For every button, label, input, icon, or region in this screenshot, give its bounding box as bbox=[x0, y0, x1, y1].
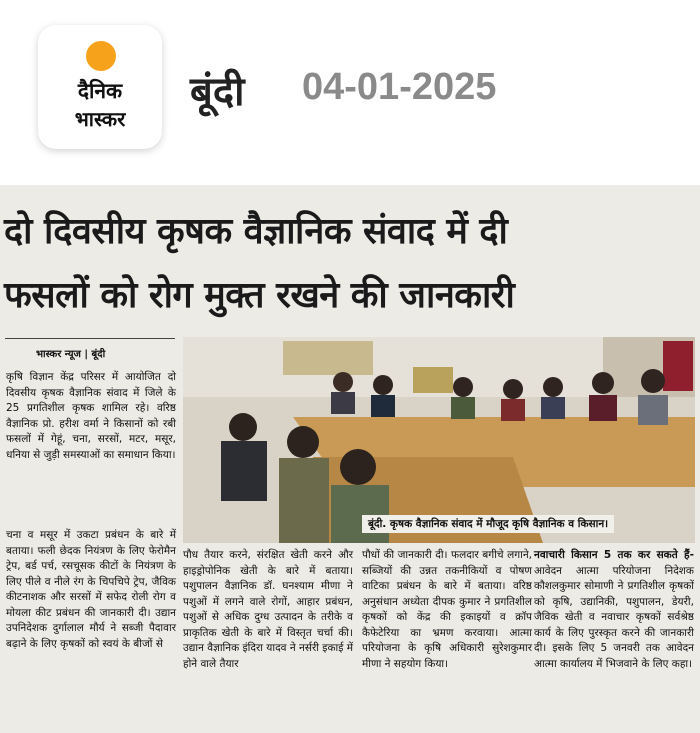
page-header bbox=[0, 0, 700, 185]
edition-date: 04-01-2025 bbox=[302, 66, 497, 108]
subheading-innovative-farmers: नवाचारी किसान 5 तक कर सकते हैं- bbox=[534, 549, 694, 561]
article-photo bbox=[183, 337, 695, 543]
column-4-text: आवेदन आत्मा परियोजना निदेशक कौशलकुमार सोमाणी ने प्रगतिशील कृषकों को कृषि, उद्यानिकी, पशुपालन, डेयरी, जैविक खेती व नवाचार कृषकों सर्वश्रेष्ठ कार्य के लिए पुरस्कृत करने की जानकारी दी। इसके लिए 5 जनवरी तक आवेदन आत्मा कार्यालय में भिजवाने के लिए कहा। bbox=[534, 564, 694, 670]
photo-caption: बूंदी. कृषक वैज्ञानिक संवाद में मौजूद कृषि वैज्ञानिक व किसान। bbox=[362, 515, 614, 533]
logo-text-line2: भास्कर bbox=[74, 107, 126, 131]
article-headline bbox=[4, 200, 694, 328]
edition-city: बूंदी bbox=[190, 69, 245, 115]
article-column-4 bbox=[534, 548, 694, 672]
byline: भास्कर न्यूज | बूंदी bbox=[36, 349, 106, 360]
article-column-1-bottom: चना व मसूर में उकटा प्रबंधन के बारे में बताया। फली छेदक नियंत्रण के लिए फेरोमैन ट्रेप, बर्ड पर्च, रसचूसक कीटों के नियंत्रण के लिए पीले व नीले रंग के चिपचिपे ट्रेप, जैविक कीटनाशक और सरसों में सफेद रोली रोग व मोयला कीट प्रबंधन की जानकारी दी। उद्यान उपनिदेशक दुर्गालाल मौर्य ने सब्जी पैदावार बढ़ाने के लिए कृषकों को स्वयं के बीजों से bbox=[6, 529, 176, 650]
article-column-1-top: कृषि विज्ञान केंद्र परिसर में आयोजित दो दिवसीय कृषक वैज्ञानिक संवाद में जिले के 25 प्रगतिशील कृषक शामिल रहे। वरिष्ठ वैज्ञानिक प्रो. हरीश वर्मा ने किसानों को रबी फसलों में गेहूं, चना, सरसों, मटर, मसूर, धनिया से जुड़ी समस्याओं का समाधान किया। bbox=[6, 371, 176, 461]
byline-rule bbox=[5, 338, 175, 339]
meeting-photo-illustration bbox=[183, 337, 695, 543]
article-column-3: पौधों की जानकारी दी। फलदार बगीचे लगाने, सब्जियों की उन्नत तकनीकियों व पोषण वाटिका प्रबंधन के बारे में बताया। वरिष्ठ अनुसंधान अध्येता दीपक कुमार ने प्रगतिशील कृषकों को केंद्र की इकाइयों व क्रॉप कैफेटेरिया का भ्रमण करवाया। आत्मा परियोजना के कृषि अधिकारी सुरेशकुमार मीणा ने सहयोग किया। bbox=[362, 549, 532, 670]
headline-line-2: फसलों को रोग मुक्त रखने की जानकारी bbox=[4, 275, 515, 316]
dainik-bhaskar-logo[interactable] bbox=[38, 25, 162, 149]
logo-text-line1: दैनिक bbox=[77, 79, 123, 103]
sun-icon bbox=[86, 41, 116, 71]
headline-line-1: दो दिवसीय कृषक वैज्ञानिक संवाद में दी bbox=[4, 211, 508, 252]
article-column-2: पौध तैयार करने, संरक्षित खेती करने और हाइड्रोपोनिक खेती के बारे में बताया। पशुपालन वैज्ञानिक डॉ. घनश्याम मीणा ने पशुओं में लगने वाले रोगों, आहार प्रबंधन, पशुओं से अधिक दुग्ध उत्पादन के तरीके व प्राकृतिक खेती के बारे में विस्तृत चर्चा की। उद्यान वैज्ञानिक इंदिरा यादव ने नर्सरी इकाई में होने वाले तैयार bbox=[183, 549, 354, 670]
